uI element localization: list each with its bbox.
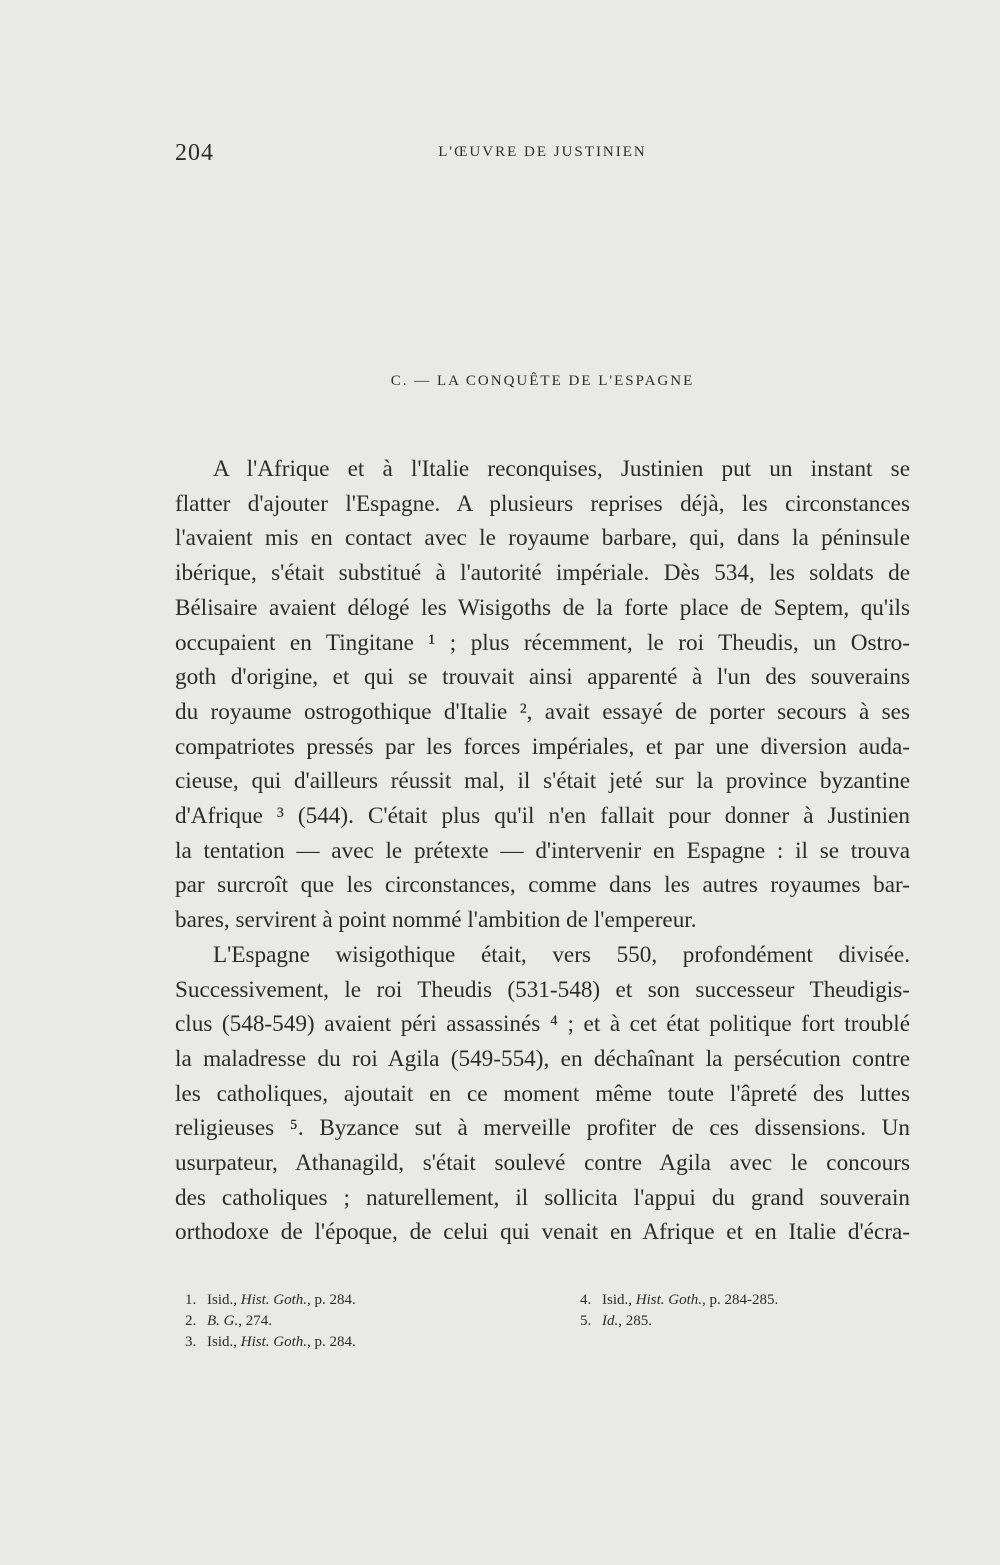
footnote-column-left bbox=[185, 1290, 515, 1353]
text-line: Successivement, le roi Theudis (531-548) et son successeur Theudigis- bbox=[175, 976, 910, 1003]
text-line: cieuse, qui d'ailleurs réussit mal, il s'était jeté sur la province byzantine bbox=[175, 768, 910, 795]
running-title: L'ŒUVRE DE JUSTINIEN bbox=[438, 144, 647, 160]
paragraph bbox=[175, 452, 910, 938]
text-line: les catholiques, ajoutait en ce moment même toute l'âpreté des luttes bbox=[175, 1080, 910, 1107]
text-line: d'Afrique ³ (544). C'était plus qu'il n'en fallait pour donner à Justinien bbox=[175, 803, 910, 830]
footnote: 2. B. G., 274. bbox=[185, 1313, 272, 1329]
text-line: l'avaient mis en contact avec le royaume barbare, qui, dans la péninsule bbox=[175, 525, 910, 552]
text-line: la tentation — avec le prétexte — d'intervenir en Espagne : il se trouva bbox=[175, 837, 910, 864]
body-text bbox=[175, 452, 910, 1250]
text-line: flatter d'ajouter l'Espagne. A plusieurs reprises déjà, les circonstances bbox=[175, 490, 910, 517]
text-line: la maladresse du roi Agila (549-554), en déchaînant la persécution contre bbox=[175, 1045, 910, 1072]
section-heading: C. — LA CONQUÊTE DE L'ESPAGNE bbox=[390, 373, 695, 389]
text-line: usurpateur, Athanagild, s'était soulevé contre Agila avec le concours bbox=[175, 1150, 910, 1177]
text-line: ibérique, s'était substitué à l'autorité impériale. Dès 534, les soldats de bbox=[175, 560, 910, 587]
footnote-column-right bbox=[580, 1290, 910, 1332]
text-line: des catholiques ; naturellement, il sollicita l'appui du grand souverain bbox=[175, 1184, 910, 1211]
text-line: par surcroît que les circonstances, comme dans les autres royaumes bar- bbox=[175, 872, 910, 899]
text-line: orthodoxe de l'époque, de celui qui venait en Afrique et en Italie d'écra- bbox=[175, 1219, 910, 1246]
text-line: bares, servirent à point nommé l'ambition de l'empereur. bbox=[175, 907, 697, 934]
footnote: 4. Isid., Hist. Goth., p. 284-285. bbox=[580, 1292, 779, 1308]
footnote: 3. Isid., Hist. Goth., p. 284. bbox=[185, 1334, 356, 1350]
text-line: A l'Afrique et à l'Italie reconquises, Justinien put un instant se bbox=[213, 456, 910, 482]
text-line: Bélisaire avaient délogé les Wisigoths de la forte place de Septem, qu'ils bbox=[175, 594, 910, 621]
page-number: 204 bbox=[175, 140, 214, 166]
text-line: du royaume ostrogothique d'Italie ², avait essayé de porter secours à ses bbox=[175, 698, 910, 725]
text-line: goth d'origine, et qui se trouvait ainsi apparenté à l'un des souverains bbox=[175, 664, 910, 691]
footnote: 5. Id., 285. bbox=[580, 1313, 652, 1329]
text-line: clus (548-549) avaient péri assassinés ⁴ ; et à cet état politique fort troublé bbox=[175, 1011, 910, 1038]
paragraph bbox=[175, 938, 910, 1250]
text-line: L'Espagne wisigothique était, vers 550, profondément divisée. bbox=[213, 941, 910, 968]
text-line: religieuses ⁵. Byzance sut à merveille profiter de ces dissensions. Un bbox=[175, 1115, 910, 1142]
running-head bbox=[175, 140, 910, 170]
text-line: compatriotes pressés par les forces impériales, et par une diversion auda- bbox=[175, 733, 910, 760]
text-line: occupaient en Tingitane ¹ ; plus récemment, le roi Theudis, un Ostro- bbox=[175, 629, 910, 656]
footnote: 1. Isid., Hist. Goth., p. 284. bbox=[185, 1292, 356, 1308]
